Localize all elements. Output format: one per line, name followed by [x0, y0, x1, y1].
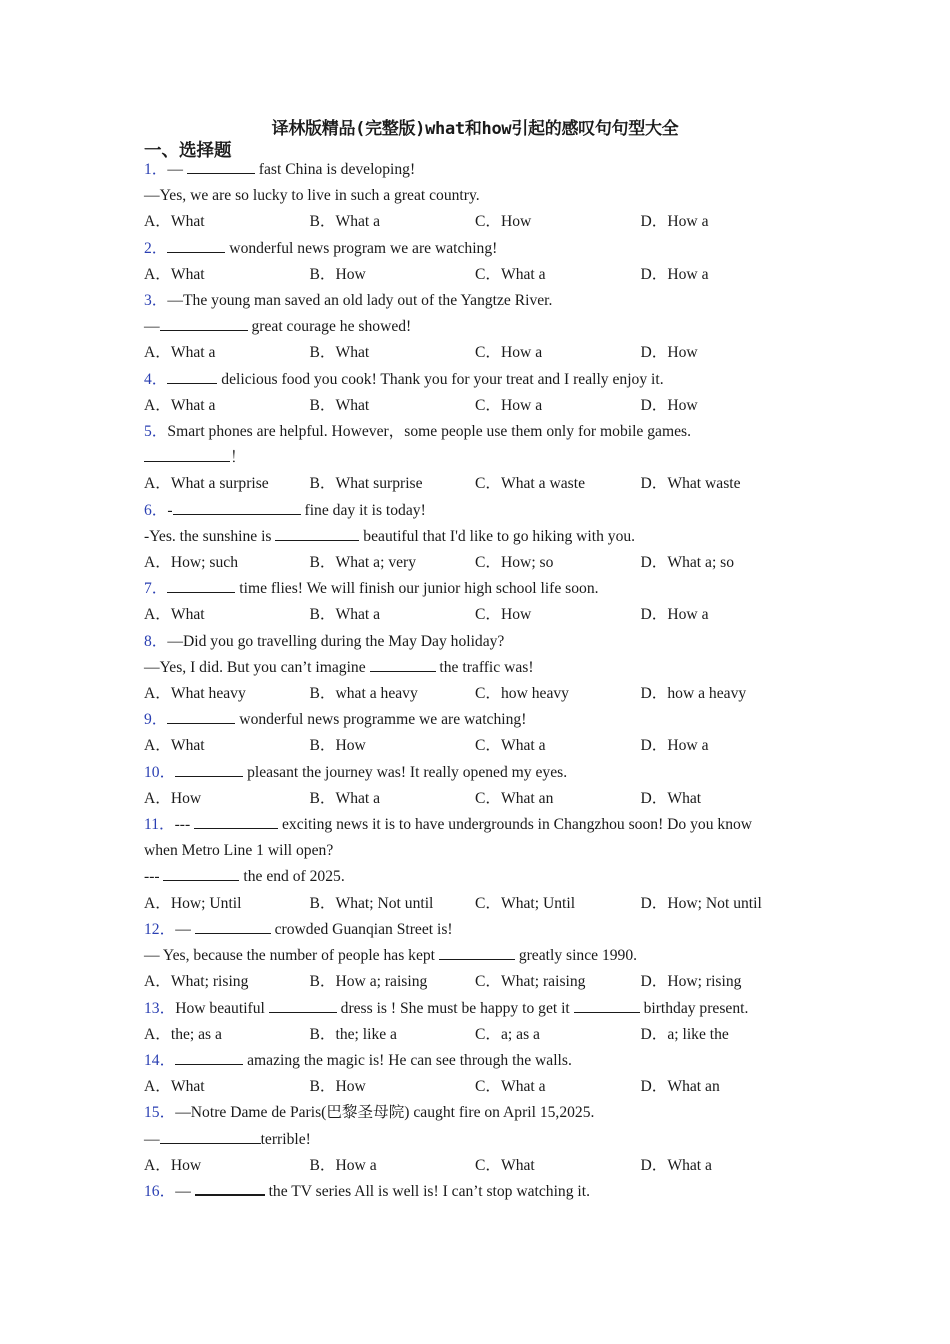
question-stem [144, 419, 824, 445]
question-text: --- [144, 868, 164, 886]
answer-option-d[interactable]: D．How a [640, 737, 709, 755]
answer-blank[interactable] [167, 368, 217, 384]
question-text: the end of 2025. [239, 868, 345, 886]
answer-blank[interactable] [160, 315, 248, 331]
answer-option-b[interactable]: B．How a; raising [309, 973, 428, 991]
question [144, 1048, 824, 1100]
answer-option-a[interactable]: A．How; such [144, 554, 238, 572]
question-text: How beautiful [175, 999, 269, 1017]
question-number: 12． [144, 920, 176, 938]
question-stem [144, 1100, 824, 1126]
answer-option-c[interactable]: C．What a waste [475, 475, 585, 493]
answer-option-d[interactable]: D．How a [640, 265, 709, 283]
question-text: -Yes. the sunshine is [144, 527, 276, 545]
answer-options [144, 733, 824, 759]
question-line [144, 445, 824, 471]
answer-blank[interactable] [173, 499, 301, 515]
answer-option-a[interactable]: A．What [144, 737, 205, 755]
answer-blank[interactable] [167, 708, 235, 724]
question-list [144, 157, 824, 1205]
question-stem [144, 812, 824, 838]
question [144, 812, 824, 917]
question-number: 5． [144, 423, 168, 441]
question-number: 8． [144, 632, 168, 650]
answer-options [144, 1022, 824, 1048]
question-stem [144, 707, 824, 733]
answer-option-c[interactable]: C．How a [475, 396, 543, 414]
question [144, 1179, 824, 1205]
question-line [144, 838, 824, 864]
question-stem [144, 367, 824, 393]
question-line [144, 655, 824, 681]
answer-option-a[interactable]: A．What heavy [144, 685, 246, 703]
answer-option-c[interactable]: C．What a [475, 737, 546, 755]
answer-options [144, 262, 824, 288]
answer-option-a[interactable]: A．What [144, 606, 205, 624]
answer-blank[interactable] [160, 1128, 261, 1144]
question-text: — [167, 161, 187, 178]
answer-blank[interactable] [167, 577, 235, 593]
question-stem [144, 760, 824, 786]
answer-option-a[interactable]: A．How [144, 789, 202, 807]
question-number: 14． [144, 1051, 176, 1069]
question-number: 6． [144, 501, 168, 519]
question [144, 760, 824, 812]
answer-option-d[interactable]: D．What a [640, 1156, 712, 1174]
question [144, 707, 824, 759]
question-line [144, 1127, 824, 1153]
question-stem [144, 236, 824, 262]
answer-blank[interactable] [574, 997, 640, 1013]
question-text: terrible! [260, 1130, 311, 1148]
answer-option-d[interactable]: D．How a [640, 606, 709, 624]
answer-option-d[interactable]: D．What an [640, 1078, 720, 1096]
question-stem [144, 157, 824, 183]
question-text: wonderful news programme we are watching! [235, 711, 527, 729]
answer-option-b[interactable]: B．How [309, 737, 366, 755]
question-number: 9． [144, 711, 168, 729]
question-stem [144, 996, 824, 1022]
answer-option-c[interactable]: C．What a [475, 1078, 546, 1096]
question-stem [144, 498, 824, 524]
answer-blank[interactable] [175, 1049, 243, 1065]
answer-option-b[interactable]: B．what a heavy [309, 685, 418, 703]
question [144, 629, 824, 708]
question-text: when Metro Line 1 will open? [144, 842, 334, 860]
question-text: pleasant the journey was! It really opened my eyes. [243, 763, 568, 781]
answer-option-c[interactable]: C．how heavy [475, 685, 569, 703]
answer-option-b[interactable]: B．What a [309, 789, 381, 807]
question-text: the TV series All is well is! I can’t stop watching it. [264, 1182, 590, 1200]
question-text: greatly since 1990. [514, 947, 638, 965]
answer-options [144, 209, 824, 235]
answer-option-a[interactable]: A．What [144, 213, 205, 231]
answer-option-b[interactable]: B．How [309, 1078, 366, 1096]
question [144, 917, 824, 996]
answer-option-c[interactable]: C．What; Until [475, 894, 576, 912]
answer-blank[interactable] [195, 918, 271, 934]
answer-blank[interactable] [370, 656, 436, 672]
question-text: wonderful news program we are watching! [225, 239, 498, 257]
question-number: 13． [144, 999, 176, 1017]
answer-option-c[interactable]: C．What; raising [475, 973, 586, 991]
question-text: --- [174, 816, 195, 834]
question-number: 2． [144, 239, 168, 257]
question [144, 1100, 824, 1179]
answer-options [144, 891, 824, 917]
question-text: — Yes, because the number of people has kept [144, 947, 439, 965]
question-number: 7． [144, 580, 168, 598]
answer-option-c[interactable]: C．What an [475, 789, 554, 807]
answer-option-a[interactable]: A．What a [144, 396, 216, 414]
answer-blank[interactable] [144, 446, 230, 462]
answer-option-c[interactable]: C．What a [475, 265, 546, 283]
answer-option-d[interactable]: D．how a heavy [640, 685, 747, 703]
answer-option-a[interactable]: A．What a surprise [144, 475, 269, 493]
question-text: exciting news it is to have undergrounds in Changzhou soon! Do you know [278, 816, 753, 834]
answer-option-d[interactable]: D．How; rising [640, 973, 742, 991]
answer-option-b[interactable]: B．What a [309, 213, 381, 231]
answer-options [144, 602, 824, 628]
question-text: the traffic was! [435, 658, 534, 676]
answer-option-b[interactable]: B．What a; very [309, 554, 417, 572]
answer-option-b[interactable]: B．the; like a [309, 1025, 397, 1043]
answer-options [144, 471, 824, 497]
answer-option-c[interactable]: C．What [475, 1156, 535, 1174]
answer-options [144, 1153, 824, 1179]
question-line [144, 524, 824, 550]
answer-options [144, 681, 824, 707]
answer-option-a[interactable]: A．What [144, 1078, 205, 1096]
answer-options [144, 969, 824, 995]
question-stem [144, 576, 824, 602]
question-text: fast China is developing! [254, 161, 416, 178]
answer-options [144, 1074, 824, 1100]
answer-blank[interactable] [439, 944, 515, 960]
question [144, 996, 824, 1048]
question-text: time flies! We will finish our junior high school life soon. [235, 580, 599, 598]
question [144, 367, 824, 419]
question-text: amazing the magic is! He can see through the walls. [243, 1051, 572, 1069]
answer-option-a[interactable]: A．What a [144, 344, 216, 362]
question-stem [144, 629, 824, 655]
question-text: birthday present. [639, 999, 749, 1017]
question [144, 157, 824, 236]
question-text: —Did you go travelling during the May Day holiday? [167, 632, 505, 650]
question-text: crowded Guanqian Street is! [270, 920, 453, 938]
question-text: fine day it is today! [300, 501, 426, 519]
question-text: —Yes, we are so lucky to live in such a great country. [144, 187, 480, 205]
question-number: 11． [144, 816, 175, 834]
answer-blank[interactable] [163, 865, 239, 881]
question-text: - [167, 501, 173, 519]
answer-blank[interactable] [187, 158, 255, 174]
question-text: delicious food you cook! Thank you for your treat and I really enjoy it. [217, 370, 664, 388]
question-number: 1． [144, 161, 168, 178]
question-text: dress is ! She must be happy to get it [336, 999, 574, 1017]
answer-option-b[interactable]: B．What a [309, 606, 381, 624]
answer-option-d[interactable]: D．How; Not until [640, 894, 762, 912]
answer-options [144, 340, 824, 366]
question-text: — [144, 318, 160, 336]
answer-option-a[interactable]: A．What; rising [144, 973, 249, 991]
question [144, 576, 824, 628]
question [144, 236, 824, 288]
question-text: — [144, 1130, 160, 1148]
answer-option-c[interactable]: C．How; so [475, 554, 554, 572]
answer-options [144, 393, 824, 419]
answer-blank[interactable] [175, 761, 243, 777]
question-line [144, 183, 824, 209]
question-text: — [175, 920, 195, 938]
answer-option-a[interactable]: A．How; Until [144, 894, 242, 912]
question-line [144, 943, 824, 969]
question [144, 419, 824, 498]
question-text: —The young man saved an old lady out of the Yangtze River. [167, 292, 553, 310]
question-text: — [175, 1182, 195, 1200]
answer-option-d[interactable]: D．How a [640, 213, 709, 231]
question-text: —Notre Dame de Paris(巴黎圣母院) caught fire on April 15,2025. [175, 1104, 595, 1122]
question-stem [144, 917, 824, 943]
answer-option-c[interactable]: C．How [475, 606, 532, 624]
section-heading: 一、选择题 [144, 141, 232, 161]
question [144, 288, 824, 367]
question-stem [144, 1048, 824, 1074]
question-text: ！ [230, 449, 246, 467]
question-text: —Yes, I did. But you can’t imagine [144, 658, 370, 676]
answer-blank[interactable] [167, 237, 225, 253]
answer-options [144, 550, 824, 576]
answer-option-d[interactable]: D．What [640, 789, 702, 807]
answer-option-a[interactable]: A．How [144, 1156, 202, 1174]
question-line [144, 864, 824, 890]
answer-blank[interactable] [195, 1179, 265, 1196]
answer-option-c[interactable]: C．a; as a [475, 1025, 540, 1043]
question-text: beautiful that I'd like to go hiking with you. [359, 527, 636, 545]
question-number: 4． [144, 370, 168, 388]
answer-option-d[interactable]: D．How [640, 396, 698, 414]
answer-option-b[interactable]: B．What [309, 396, 370, 414]
answer-option-b[interactable]: B．How [309, 265, 366, 283]
answer-blank[interactable] [275, 525, 359, 541]
answer-blank[interactable] [269, 997, 337, 1013]
question-number: 16． [144, 1182, 176, 1200]
answer-options [144, 786, 824, 812]
answer-option-b[interactable]: B．What surprise [309, 475, 423, 493]
question-line [144, 314, 824, 340]
question-number: 10． [144, 763, 176, 781]
answer-option-d[interactable]: D．a; like the [640, 1025, 729, 1043]
answer-option-d[interactable]: D．How [640, 344, 698, 362]
question-number: 15． [144, 1104, 176, 1122]
question-stem [144, 288, 824, 314]
question-text: great courage he showed! [247, 318, 412, 336]
answer-option-a[interactable]: A．the; as a [144, 1025, 222, 1043]
answer-option-c[interactable]: C．How a [475, 344, 543, 362]
answer-option-c[interactable]: C．How [475, 213, 532, 231]
answer-option-b[interactable]: B．What [309, 344, 370, 362]
answer-option-b[interactable]: B．What; Not until [309, 894, 434, 912]
question-text: Smart phones are helpful. However，some people use them only for mobile games. [167, 423, 691, 441]
question-number: 3． [144, 292, 168, 310]
answer-option-d[interactable]: D．What waste [640, 475, 741, 493]
question-stem [144, 1179, 824, 1205]
page-title: 译林版精品(完整版)what和how引起的感叹句句型大全 [271, 119, 679, 139]
answer-blank[interactable] [194, 813, 278, 829]
answer-option-b[interactable]: B．How a [309, 1156, 377, 1174]
answer-option-a[interactable]: A．What [144, 265, 205, 283]
answer-option-d[interactable]: D．What a; so [640, 554, 735, 572]
question [144, 498, 824, 577]
